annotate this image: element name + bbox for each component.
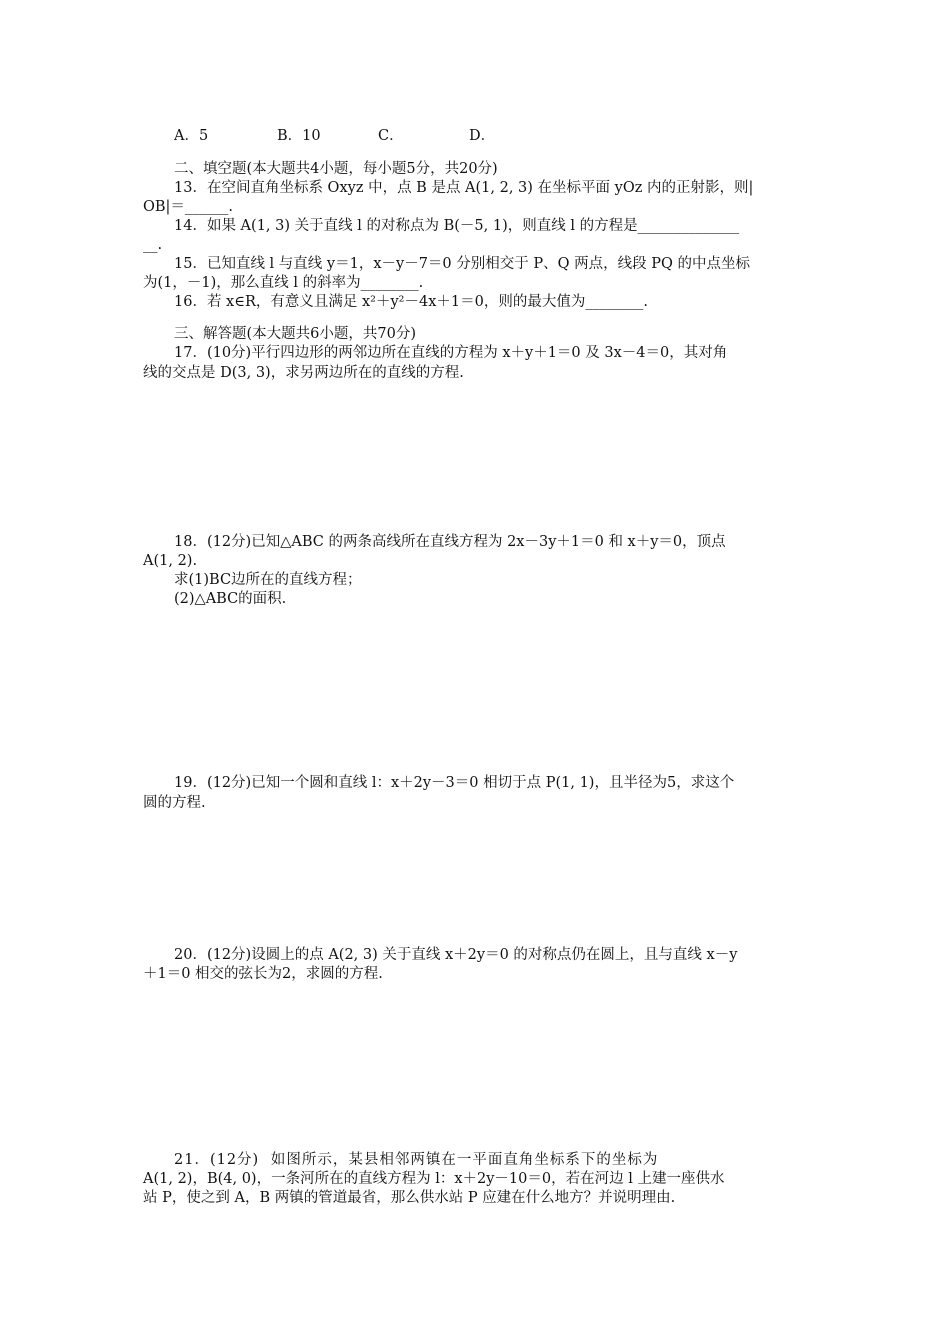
question-16: 16．若 x∈R，有意义且满足 x²＋y²－4x＋1＝0，则的最大值为________. (174, 294, 648, 310)
question-18-line-4: (2)△ABC的面积. (174, 591, 287, 607)
question-17-line-1: 17．(10分)平行四边形的两邻边所在直线的方程为 x＋y＋1＝0 及 3x－4＝0，其对角 (174, 345, 728, 361)
question-20-line-1: 20．(12分)设圆上的点 A(2, 3) 关于直线 x＋2y＝0 的对称点仍在圆上，且与直线 x－y (174, 947, 738, 963)
question-15-line-2: 为(1，－1)，那么直线 l 的斜率为________. (143, 275, 424, 291)
question-19-line-1: 19．(12分)已知一个圆和直线 l：x＋2y－3＝0 相切于点 P(1, 1)，且半径为5，求这个 (174, 775, 735, 791)
question-20-line-2: ＋1＝0 相交的弦长为2，求圆的方程. (143, 966, 383, 982)
question-18-line-3: 求(1)BC边所在的直线方程； (174, 572, 362, 588)
question-14-line-1: 14．如果 A(1, 3) 关于直线 l 的对称点为 B(－5, 1)，则直线 l 的方程是______________ (174, 218, 740, 234)
question-21-line-3: 站 P，使之到 A，B 两镇的管道最省，那么供水站 P 应建在什么地方？并说明理由. (143, 1190, 676, 1206)
choice-c: C． (378, 128, 404, 144)
choice-a: A．5 (174, 128, 209, 144)
section-2-heading: 二、填空题(本大题共4小题，每小题5分，共20分) (174, 161, 498, 177)
question-13-line-2: OB|＝______. (143, 199, 234, 215)
choice-b: B．10 (277, 128, 321, 144)
question-18-line-1: 18．(12分)已知△ABC 的两条高线所在直线方程为 2x－3y＋1＝0 和 x＋y＝0，顶点 (174, 534, 726, 550)
question-21-line-2: A(1, 2)，B(4, 0)，一条河所在的直线方程为 l：x＋2y－10＝0，若在河边 l 上建一座供水 (143, 1171, 725, 1187)
question-15-line-1: 15．已知直线 l 与直线 y＝1，x－y－7＝0 分别相交于 P、Q 两点，线段 PQ 的中点坐标 (174, 256, 750, 272)
question-19-line-2: 圆的方程. (143, 795, 206, 811)
section-3-heading: 三、解答题(本大题共6小题，共70分) (174, 326, 416, 342)
question-18-line-2: A(1, 2). (143, 553, 198, 569)
question-17-line-2: 线的交点是 D(3, 3)，求另两边所在的直线的方程. (143, 365, 464, 381)
question-13-line-1: 13．在空间直角坐标系 Oxyz 中，点 B 是点 A(1, 2, 3) 在坐标平面 yOz 内的正射影，则| (174, 180, 754, 196)
choice-d: D． (469, 128, 496, 144)
question-14-line-2: __. (143, 237, 163, 253)
question-21-line-1: 21．(12分) 如图所示，某县相邻两镇在一平面直角坐标系下的坐标为 (174, 1152, 659, 1168)
